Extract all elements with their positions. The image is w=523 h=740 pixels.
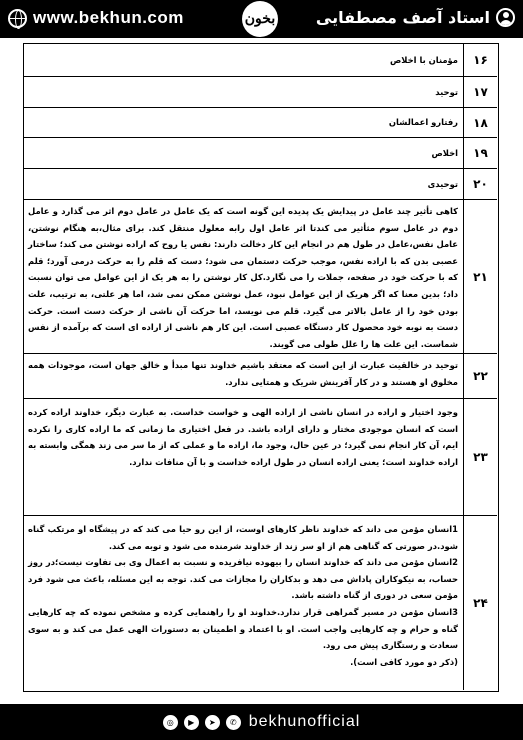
answer-text: رفتارو اعمالشان (388, 117, 458, 128)
youtube-icon[interactable]: ▶ (184, 715, 199, 730)
page-footer (0, 704, 523, 740)
teacher-name: استاد آصف مصطفایی (315, 8, 490, 27)
user-icon (496, 8, 515, 27)
table-row (24, 169, 497, 200)
question-number: ۱۷ (463, 77, 497, 107)
question-number: ۱۹ (463, 138, 497, 168)
answer-text: اخلاص (431, 147, 458, 158)
answer-text: توحیدی (427, 178, 458, 189)
answer-text: مؤمنان با اخلاص (390, 54, 458, 65)
answer-note: (ذکر دو مورد کافی است). (350, 656, 458, 667)
website-url[interactable]: www.bekhun.com (33, 8, 184, 27)
table-row (24, 44, 497, 77)
telegram-icon[interactable]: ➤ (205, 715, 220, 730)
question-number: ۱۸ (463, 108, 497, 137)
answer-point: 2انسان مؤمن می داند که خداوند انسان را بیهوده نیافریده و نسبت به اعمال وی بی تفاوت نیست؛در روز حساب، به نیکوکاران پاداش می دهد و بدکاران را مجازات می کند. توجه به این مسئله، باعث می شود فرد مؤمن سعی در دوری از گناه داشته باشد. (28, 557, 458, 601)
instagram-icon[interactable]: ◎ (163, 715, 178, 730)
question-number: ۲۴ (463, 516, 497, 690)
globe-icon (8, 9, 27, 28)
answer-table (23, 43, 499, 692)
table-row (24, 200, 497, 354)
answer-point: 3انسان مؤمن در مسیر گمراهی قرار ندارد.خداوند او را راهنمایی کرده و مشخص نموده که چه کارهایی گناه و حرام و چه کارهایی واجب است. او با اعتماد و اطمینان به دستورات الهی عمل می کند و به سوی سعادت و رستگاری پیش می رود. (28, 606, 458, 651)
answer-text: توحید در خالقیت عبارت از این است که معتقد باشیم خداوند تنها مبدأ و خالق جهان است، موجودات همه مخلوق او هستند و در کار آفرینش شریک و همتایی ندارد. (28, 360, 458, 387)
whatsapp-icon[interactable]: ✆ (226, 715, 241, 730)
question-number: ۲۰ (463, 169, 497, 199)
question-number: ۱۶ (463, 44, 497, 76)
question-number: ۲۲ (463, 354, 497, 398)
social-handle[interactable]: bekhunofficial (248, 713, 361, 730)
page-header (0, 0, 523, 38)
answer-text (24, 516, 463, 690)
question-number: ۲۳ (463, 399, 497, 515)
table-row (24, 77, 497, 108)
website-link[interactable] (8, 8, 184, 28)
answer-text: کاهی تأثیر چند عامل در پیدایش یک پدیده این گونه است که یک عامل در عامل دوم اثر می گذارد و عامل دوم در عامل سوم مثأثیر می کندتا اثر عامل اول رابه معلول منتقل کند. برای مثال،به هنگام نوشتن، عامل نفس،عامل در طول هم در انجام این کار دخالت دارند: نفس یا روح که اراده نوشتن می کند؛ ساختار عصبی بدن که با اراده نفس، موجب حرکت دستمان می شود؛ دست که قلم را به حرکت درمی آورد؛ قلم که با حرکت خود در صفحه، جملات را می نگارد.کل کار نوشتن را به هر یک از این عوامل می توان نسبت داد؛ بدین معنا که اگر هریک از این عوامل نبود، عمل نوشتن ممکن نمی شد، اما هر علتی، به ترتیب، علت بودن خود را از عامل بالاتر می گیرد. قلم می نویسد، اما حرکت آن ناشی از حرکت دست است. حرکت دست به نوبه خود محصول کار دستگاه عصبی است. این کار هم ناشی از اراده ای است که برآمده از نفس شماست. این علت ها را علل طولی می گویند. (28, 206, 458, 349)
table-row (24, 138, 497, 169)
answer-point: 1انسان مؤمن می داند که خداوند ناظر کارهای اوست، از این رو حیا می کند که در پیشگاه او مرتکب گناه شود.در صورتی که گناهی هم از او سر زند از خداوند شرمنده می شود و توبه می کند. (28, 524, 458, 551)
question-number: ۲۱ (463, 200, 497, 353)
brand-logo: بخون (242, 1, 278, 37)
table-row (24, 516, 497, 690)
answer-text: وجود اختیار و اراده در انسان ناشی از اراده الهی و خواست خداست. به عبارت دیگر، خداوند اراده کرده است که انسان موجودی مختار و دارای اراده باشد. در فعل اختیاری ما زمانی که ما اراده کاری را نکرده ایم، آن کار انجام نمی گیرد؛ در عین حال، وجود ما، اراده ما و عملی که از ما سر می زند همگی وابسته به اراده خداوند است؛ یعنی اراده انسان در طول اراده خداست و با آن منافات ندارد. (28, 407, 458, 467)
answer-text: توحید (435, 86, 458, 97)
table-row (24, 108, 497, 138)
teacher-label (316, 8, 515, 27)
table-row (24, 399, 497, 516)
table-row (24, 354, 497, 399)
